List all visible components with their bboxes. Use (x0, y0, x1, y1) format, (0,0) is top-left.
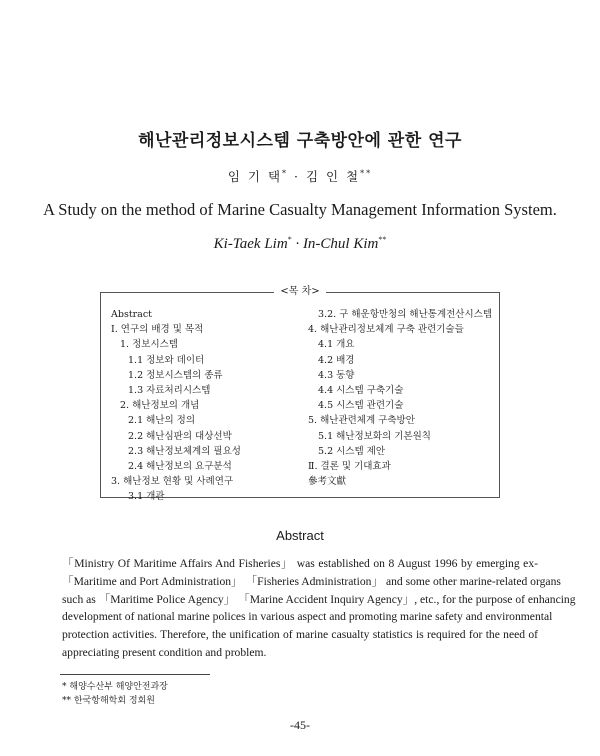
english-author-2-mark: ** (378, 235, 387, 244)
table-of-contents (100, 286, 500, 503)
korean-title: 해난관리정보시스템 구축방안에 관한 연구 (138, 131, 462, 151)
toc-item: Abstract (111, 309, 152, 320)
toc-item: 1.2 정보시스템의 종류 (128, 369, 223, 381)
korean-author-2: 김 인 철 (305, 169, 361, 184)
english-author-1: Ki-Taek Lim (213, 236, 288, 252)
toc-item: 4.2 배경 (318, 354, 355, 366)
toc-item: 3.2. 구 해운항만청의 해난통계전산시스템 (318, 309, 493, 320)
toc-item: 2.3 해난정보체계의 필요성 (128, 445, 241, 457)
toc-right-column (308, 307, 492, 489)
abstract-line: development of national marine polices in various aspect and promoting marine safety and environmental (62, 610, 553, 624)
footnote-1 (62, 680, 168, 694)
toc-item: 2.4 해난정보의 요구분석 (128, 461, 232, 473)
english-title: A Study on the method of Marine Casualty Management Information System. (43, 200, 557, 219)
korean-author-1: 임 기 택 (227, 169, 283, 184)
abstract-body (62, 555, 576, 662)
toc-item: 4.5 시스템 관련기술 (318, 400, 404, 412)
footnote-text: 해양수산부 해양안전과장 (69, 682, 168, 692)
toc-item: 4. 해난관리정보체계 구축 관련기술들 (308, 324, 464, 336)
footnote-divider (60, 674, 210, 675)
footnotes (62, 680, 168, 708)
footnote-text: 한국항해학회 정회원 (73, 696, 155, 706)
toc-item: 2.2 해난심판의 대상선박 (128, 430, 232, 442)
toc-item: 5. 해난관련체계 구축방안 (308, 415, 415, 427)
author-2-mark: ** (360, 168, 373, 178)
toc-item: 1.1 정보와 데이터 (128, 354, 205, 366)
abstract-line: such as 「Maritime Police Agency」 「Marine Accident Inquiry Agency」, etc., for the purpose of enhancing (62, 592, 576, 606)
toc-item: 參考文獻 (308, 476, 347, 488)
toc-left-column (111, 307, 241, 505)
toc-item: 4.3 동향 (318, 369, 355, 381)
toc-item: 3. 해난정보 현황 및 사례연구 (111, 476, 234, 488)
toc-item: 5.2 시스템 제안 (318, 445, 386, 457)
abstract-line: protection activities. Therefore, the unification of marine casualty statistics is required for the need of (62, 628, 538, 642)
toc-item: 2. 해난정보의 개념 (120, 400, 200, 412)
korean-authors (0, 167, 600, 185)
english-author-separator: · (291, 236, 303, 252)
abstract-heading: Abstract (276, 528, 324, 543)
footnote-2 (62, 694, 168, 708)
toc-item: 3.1 개관 (128, 491, 165, 503)
toc-header: <목 차> (274, 286, 325, 297)
toc-item: Ⅱ. 결론 및 기대효과 (308, 461, 391, 473)
english-author-2: In-Chul Kim (302, 236, 379, 252)
abstract-line: 「Ministry Of Maritime Affairs And Fisheries」 was established on 8 August 1996 by emerging ex- (62, 557, 538, 570)
toc-item: 1.3 자료처리시스템 (128, 385, 211, 397)
english-authors (0, 236, 600, 253)
toc-item: 5.1 해난정보화의 기본원칙 (318, 430, 431, 442)
author-separator: · (288, 169, 306, 184)
page-number: -45- (290, 718, 310, 732)
toc-item: 4.1 개요 (318, 339, 355, 351)
toc-item: 4.4 시스템 구축기술 (318, 385, 404, 397)
toc-item: 2.1 해난의 정의 (128, 415, 196, 427)
footnote-mark: * (62, 682, 67, 692)
abstract-line: appreciating present condition and problem. (62, 645, 267, 659)
footnote-mark: ** (62, 696, 71, 706)
author-1-mark: * (282, 168, 289, 178)
toc-item: 1. 정보시스템 (120, 339, 178, 351)
english-author-1-mark: * (287, 235, 292, 244)
toc-item: Ⅰ. 연구의 배경 및 목적 (111, 324, 204, 336)
abstract-line: 「Maritime and Port Administration」 「Fisheries Administration」 and some other marine-related organs (62, 574, 561, 588)
